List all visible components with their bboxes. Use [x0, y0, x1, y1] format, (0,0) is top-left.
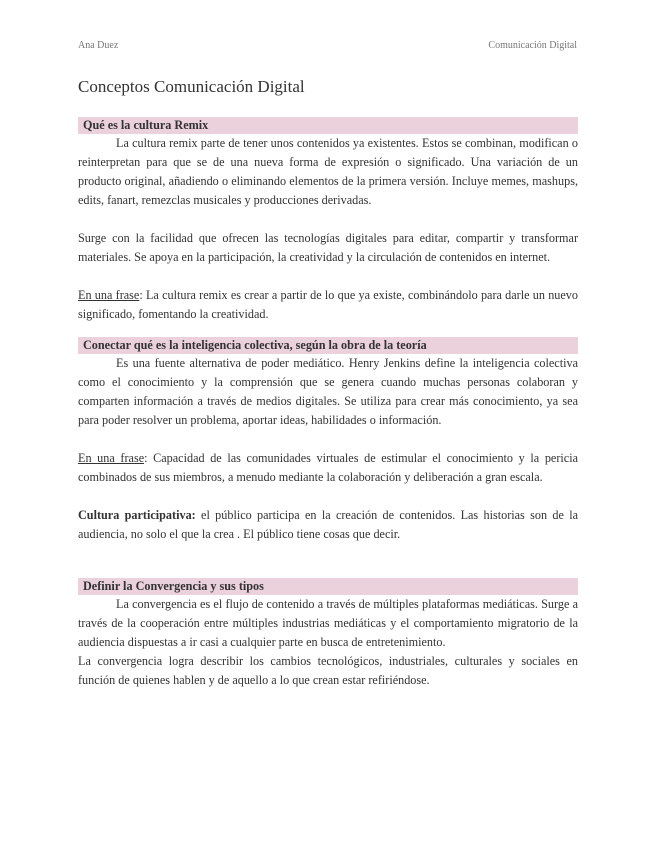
summary-text: : Capacidad de las comunidades virtuales de estimular el conocimiento y la pericia combinados de sus miembros, a menudo mediante la colaboración y deliberación a gran escala. — [78, 451, 578, 484]
section-heading-convergence: Definir la Convergencia y sus tipos — [78, 578, 578, 595]
section-heading-remix: Qué es la cultura Remix — [78, 117, 578, 134]
header-title: Comunicación Digital — [488, 40, 577, 51]
summary-label: En una frase — [78, 451, 145, 465]
summary-label: En una frase — [78, 288, 140, 302]
document-body — [78, 77, 578, 690]
remix-paragraph-2: Surge con la facilidad que ofrecen las tecnologías digitales para editar, compartir y transformar materiales. Se apoya en la participación, la creatividad y la circulación de contenidos en internet. — [78, 231, 578, 264]
participatory-text: el público participa en la creación de contenidos. Las historias son de la audiencia, no solo el que la crea . El público tiene cosas que decir. — [78, 508, 579, 541]
convergence-paragraph-1: La convergencia es el flujo de contenido a través de múltiples plataformas mediáticas. Surge a través de la cooperación entre múltiples industrias mediáticas y el comportamiento migratorio de la audiencia dispuestas a ir casi a cualquier parte en busca de entretenimiento. — [78, 597, 578, 649]
document-title: Conceptos Comunicación Digital — [78, 77, 305, 96]
participatory-label: Cultura participativa: — [78, 508, 196, 522]
remix-summary — [78, 286, 578, 324]
remix-paragraph-1: La cultura remix parte de tener unos contenidos ya existentes. Estos se combinan, modifican o reinterpretan para que se de una nueva forma de expresión o significado. Una variación de un producto original, añadiendo o eliminando elementos de la primera versión. Incluye memes, mashups, edits, fanart, remezclas musicales y producciones derivadas. — [78, 136, 578, 207]
convergence-paragraph-2: La convergencia logra describir los cambios tecnológicos, industriales, culturales y sociales en función de quienes hablen y de aquello a lo que crean estar refiriéndose. — [78, 654, 578, 687]
collective-summary — [78, 449, 578, 487]
participatory-culture-paragraph — [78, 506, 578, 544]
header-author: Ana Duez — [78, 40, 119, 51]
collective-paragraph-1: Es una fuente alternativa de poder mediático. Henry Jenkins define la inteligencia colectiva como el conocimiento y la comprensión que se genera cuando muchas personas colaboran y comparten información a través de medios digitales. Se utiliza para crear más conocimiento, ya sea para poder resolver un problema, aportar ideas, habilidades o información. — [78, 356, 578, 427]
summary-text: : La cultura remix es crear a partir de lo que ya existe, combinándolo para darle un nuevo significado, fomentando la creatividad. — [78, 288, 578, 321]
section-heading-collective-intelligence: Conectar qué es la inteligencia colectiva, según la obra de la teoría — [78, 337, 578, 354]
